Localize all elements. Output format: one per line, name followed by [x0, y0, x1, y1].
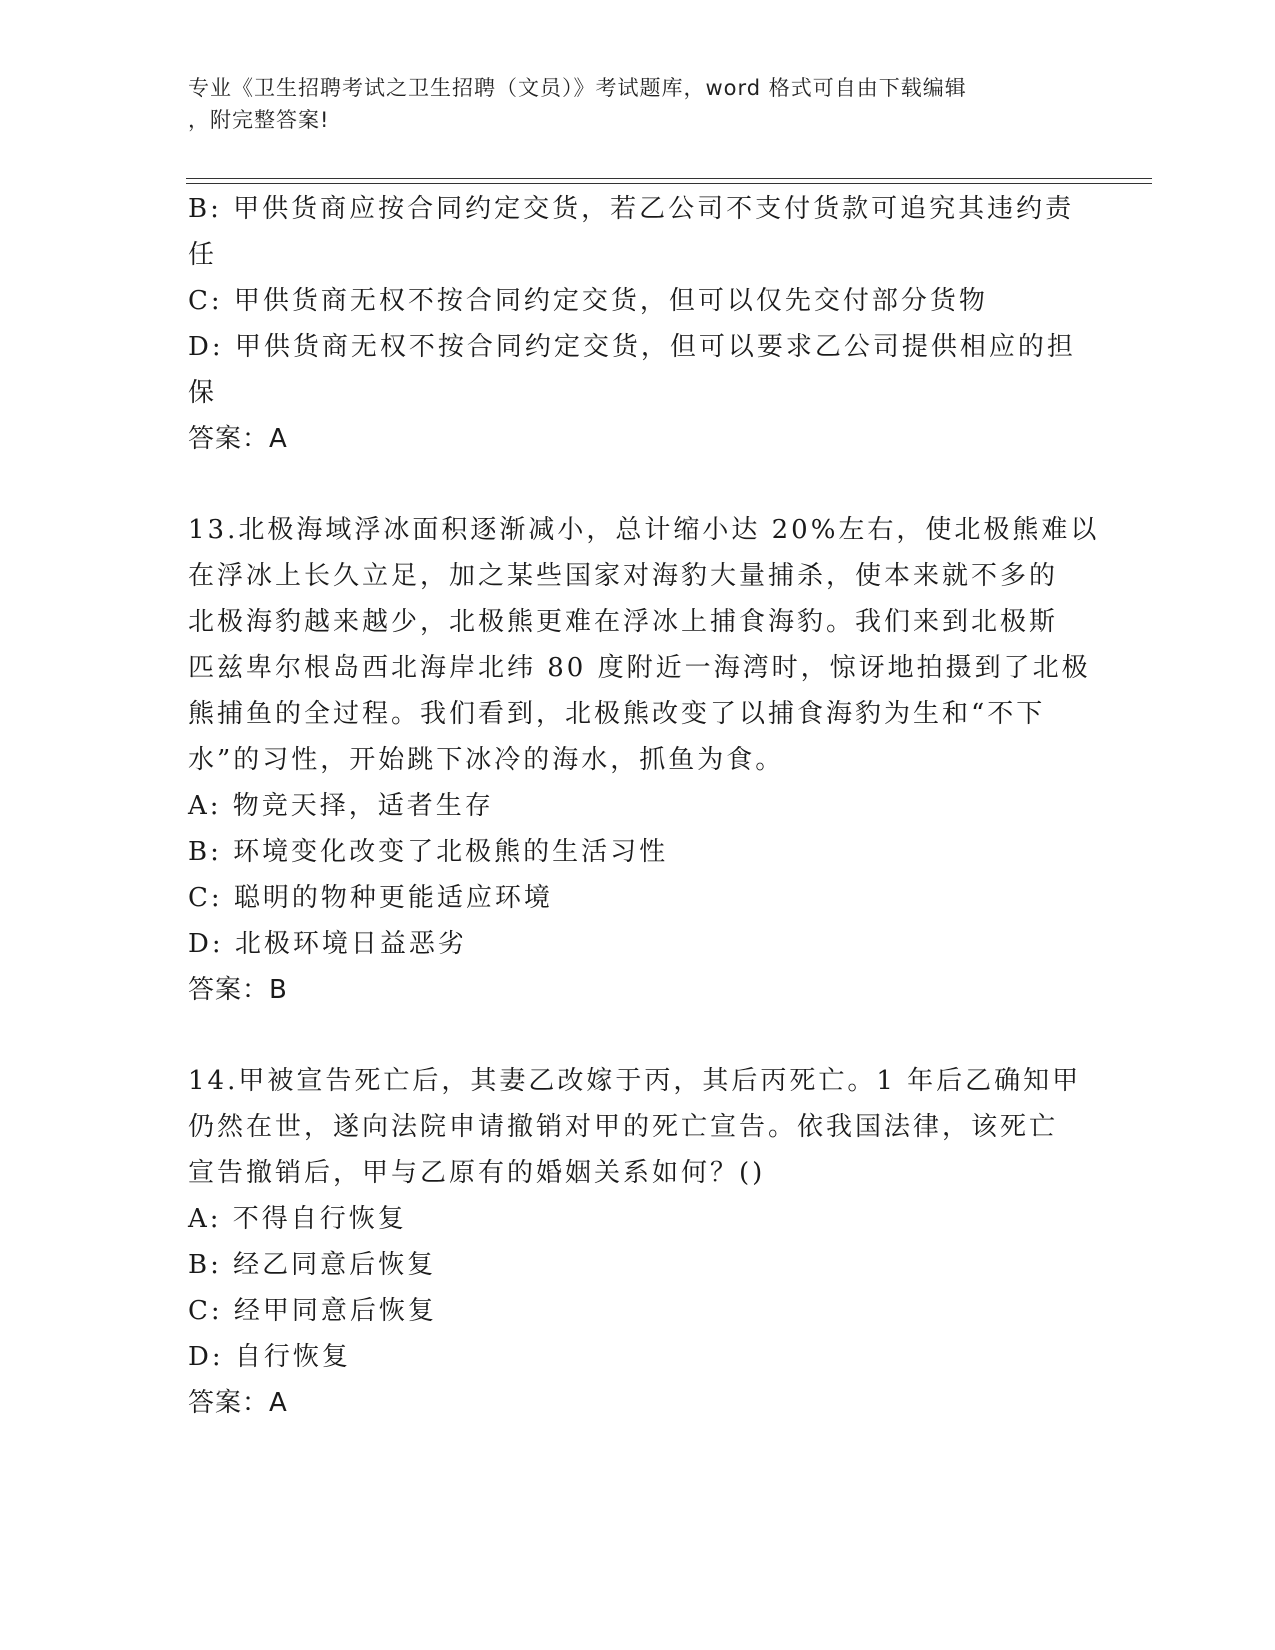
- q13-stem-line: 北极海豹越来越少，北极熊更难在浮冰上捕食海豹。我们来到北极斯: [188, 607, 1059, 637]
- header-divider: [186, 178, 1152, 184]
- q14-option-b: B: 经乙同意后恢复: [188, 1250, 437, 1280]
- q12-option-b: B: 甲供货商应按合同约定交货，若乙公司不支付货款可追究其违约责: [188, 194, 1075, 224]
- q13-option-c: C: 聪明的物种更能适应环境: [188, 883, 553, 913]
- question-14: [188, 1058, 1088, 1426]
- header-line-2: ，附完整答案!: [188, 108, 330, 132]
- question-12: [188, 186, 1088, 462]
- spacer: [188, 462, 1088, 507]
- spacer: [188, 1013, 1088, 1058]
- q14-option-c: C: 经甲同意后恢复: [188, 1296, 437, 1326]
- q13-option-b: B: 环境变化改变了北极熊的生活习性: [188, 837, 669, 867]
- q13-stem-line: 水”的习性，开始跳下冰冷的海水，抓鱼为食。: [188, 745, 785, 775]
- q14-stem-line: 仍然在世，遂向法院申请撤销对甲的死亡宣告。依我国法律，该死亡: [188, 1112, 1059, 1142]
- q12-option-c: C: 甲供货商无权不按合同约定交货，但可以仅先交付部分货物: [188, 286, 988, 316]
- q13-option-d: D: 北极环境日益恶劣: [188, 929, 467, 959]
- q14-stem-line: 宣告撤销后，甲与乙原有的婚姻关系如何？(): [188, 1158, 766, 1188]
- q13-answer: 答案：B: [188, 975, 288, 1005]
- q13-stem-line: 13.北极海域浮冰面积逐渐减小，总计缩小达 20%左右，使北极熊难以: [188, 515, 1100, 545]
- page-header: [188, 72, 1088, 136]
- q13-stem-line: 熊捕鱼的全过程。我们看到，北极熊改变了以捕食海豹为生和“不下: [188, 699, 1046, 729]
- q12-option-b-cont: 任: [188, 240, 218, 270]
- q12-answer: 答案：A: [188, 424, 288, 454]
- question-13: [188, 507, 1100, 1013]
- q14-stem-line: 14.甲被宣告死亡后，其妻乙改嫁于丙，其后丙死亡。1 年后乙确知甲: [188, 1066, 1082, 1096]
- q13-stem-line: 在浮冰上长久立足，加之某些国家对海豹大量捕杀，使本来就不多的: [188, 561, 1059, 591]
- document-body: [188, 186, 1100, 1426]
- q12-option-d: D: 甲供货商无权不按合同约定交货，但可以要求乙公司提供相应的担: [188, 332, 1076, 362]
- q13-option-a: A: 物竞天择，适者生存: [188, 791, 494, 821]
- header-line-1: 专业《卫生招聘考试之卫生招聘（文员）》考试题库，word 格式可自由下载编辑: [188, 76, 967, 100]
- q14-option-d: D: 自行恢复: [188, 1342, 351, 1372]
- q14-option-a: A: 不得自行恢复: [188, 1204, 407, 1234]
- q13-stem-line: 匹兹卑尔根岛西北海岸北纬 80 度附近一海湾时，惊讶地拍摄到了北极: [188, 653, 1091, 683]
- q12-option-d-cont: 保: [188, 378, 218, 408]
- q14-answer: 答案：A: [188, 1388, 288, 1418]
